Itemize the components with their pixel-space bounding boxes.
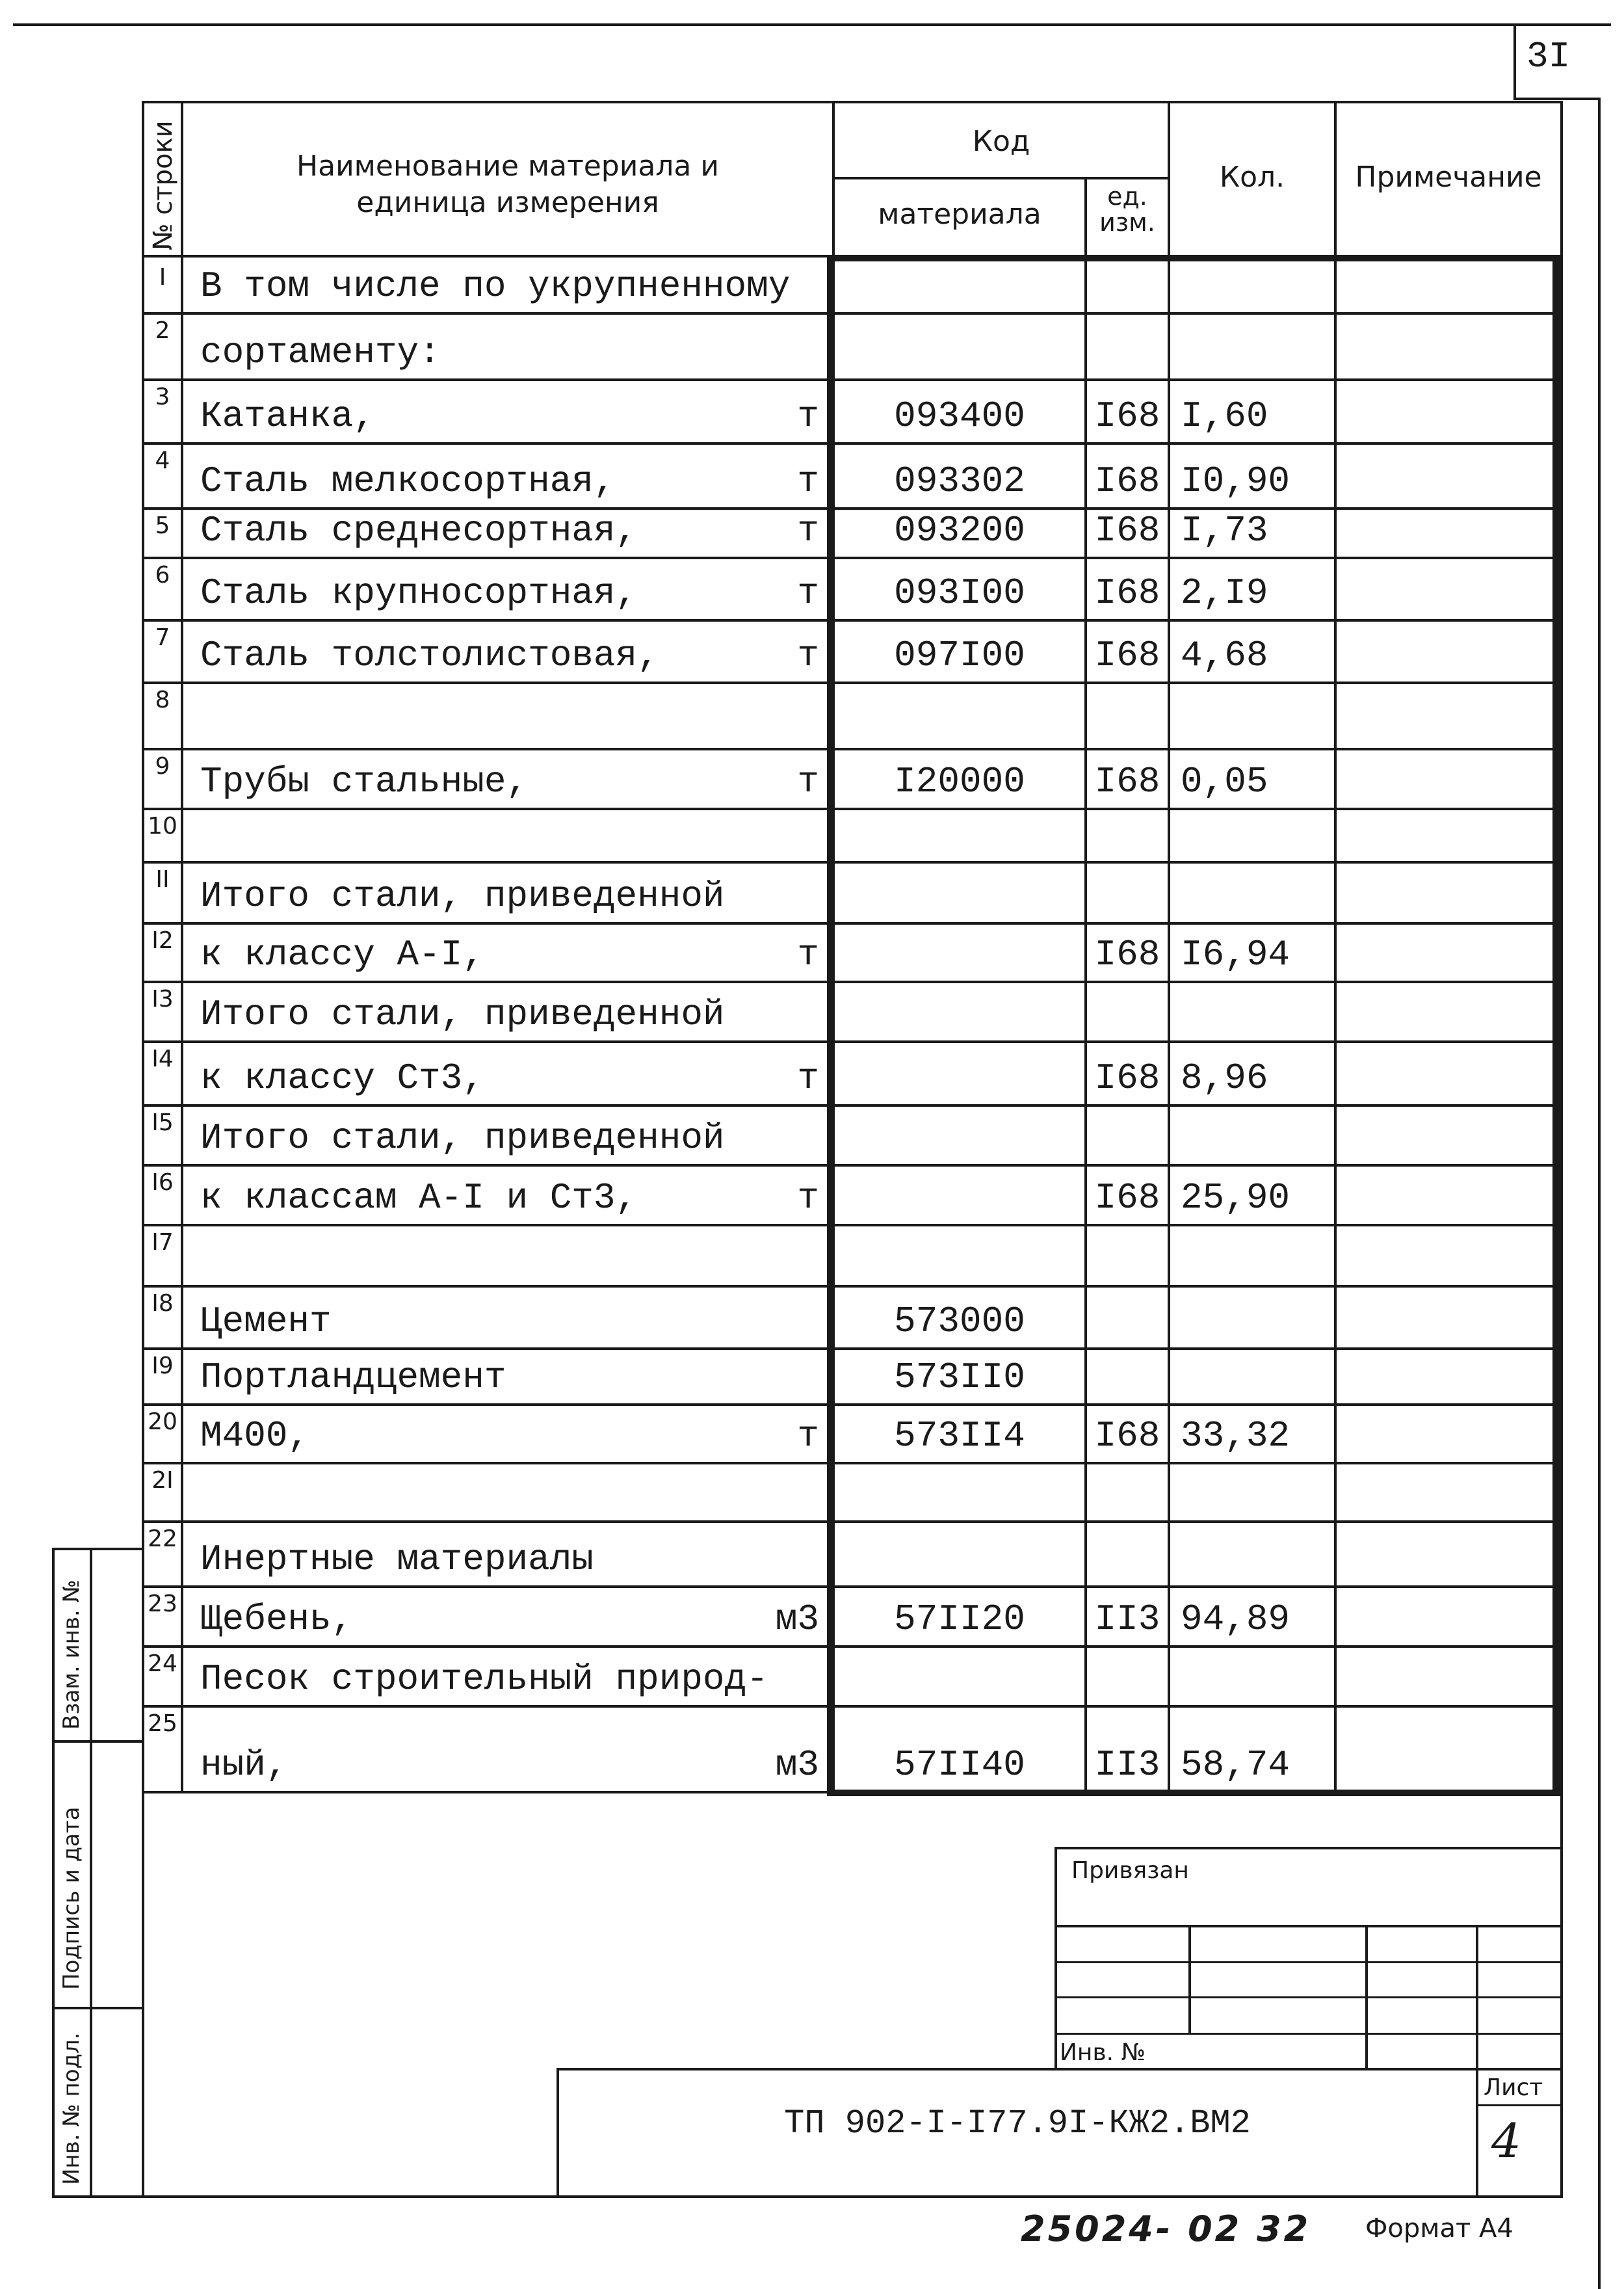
header-code-unit-line2: изм. — [1099, 208, 1155, 237]
row-divider — [142, 861, 1563, 864]
header-code-material: материала — [878, 198, 1041, 231]
footer-handwritten-number: 25024- 02 32 — [1021, 2208, 1311, 2249]
row-material-code: 093302 — [894, 460, 1025, 502]
row-divider — [142, 922, 1563, 925]
row-unit-code: I68 — [1094, 1415, 1160, 1457]
row-quantity: 0,05 — [1181, 761, 1268, 802]
row-number: I9 — [151, 1353, 174, 1379]
row-name: к классу Ст3, — [200, 1057, 484, 1099]
sheet-number-box-left — [1513, 26, 1516, 98]
row-unit: т — [797, 510, 819, 551]
sheet-number-box-bottom — [1513, 98, 1601, 100]
side-label-inv-podl: Инв. № подл. — [59, 2032, 85, 2185]
stamp-line — [1054, 1961, 1560, 1963]
stamp-doc-code: ТП 902-I-I77.9I-КЖ2.ВМ2 — [784, 2104, 1251, 2143]
row-number: I6 — [151, 1169, 174, 1196]
row-quantity: I,60 — [1181, 395, 1268, 437]
row-material-code: 097I00 — [894, 635, 1025, 676]
row-unit-code: I68 — [1094, 1177, 1160, 1219]
row-number: 22 — [148, 1526, 177, 1552]
row-quantity: I0,90 — [1181, 460, 1290, 502]
side-strip-div1 — [52, 1740, 144, 1743]
row-name: Итого стали, приведенной — [200, 875, 725, 917]
bold-frame-top — [827, 255, 1560, 261]
row-name: Трубы стальные, — [200, 761, 529, 802]
row-material-code: 093200 — [894, 510, 1025, 551]
sheet-number: 3I — [1526, 36, 1571, 77]
stamp-line — [1054, 1847, 1057, 2068]
row-material-code: 573000 — [894, 1301, 1025, 1342]
row-name: Итого стали, приведенной — [200, 994, 725, 1035]
row-divider — [142, 1585, 1563, 1588]
side-label-vzam: Взам. инв. № — [59, 1580, 85, 1730]
row-unit: т — [797, 395, 819, 437]
stamp-line — [1054, 1847, 1560, 1849]
side-strip-top — [52, 1548, 144, 1550]
row-unit: т — [797, 635, 819, 676]
row-name: Катанка, — [200, 395, 375, 437]
row-divider — [142, 442, 1563, 445]
column-divider — [1168, 255, 1170, 1792]
top-border — [13, 23, 1611, 26]
stamp-line — [1054, 1925, 1560, 1927]
stamp-line — [1188, 1925, 1191, 2033]
row-unit: т — [797, 460, 819, 502]
row-unit: т — [797, 1415, 819, 1457]
footer-format: Формат А4 — [1365, 2214, 1513, 2243]
row-quantity: 33,32 — [1181, 1415, 1290, 1457]
row-number: I7 — [151, 1229, 174, 1256]
header-qty: Кол. — [1219, 161, 1285, 194]
row-divider — [142, 312, 1563, 315]
row-divider — [142, 1040, 1563, 1043]
row-material-code: 093400 — [894, 395, 1025, 437]
side-strip-div2 — [52, 2007, 144, 2009]
row-divider — [142, 748, 1563, 750]
row-unit-code: I68 — [1094, 510, 1160, 551]
row-unit: м3 — [775, 1598, 819, 1640]
row-unit: т — [797, 1057, 819, 1099]
row-number: 7 — [155, 624, 170, 651]
row-divider — [142, 1224, 1563, 1226]
row-divider — [142, 981, 1563, 983]
stamp-list-number: 4 — [1491, 2113, 1521, 2168]
column-divider — [1334, 255, 1337, 1792]
header-code: Код — [972, 125, 1030, 158]
row-name: Инертные материалы — [200, 1539, 594, 1580]
row-material-code: I20000 — [894, 761, 1025, 802]
stamp-line — [1476, 1925, 1478, 2198]
row-quantity: 4,68 — [1181, 635, 1268, 676]
row-name: Сталь среднесортная, — [200, 510, 638, 551]
row-unit-code: I68 — [1094, 1057, 1160, 1099]
header-name-line2: единица измерения — [356, 186, 659, 219]
row-name: Итого стали, приведенной — [200, 1117, 725, 1159]
row-name: ный, — [200, 1744, 288, 1786]
header-note: Примечание — [1355, 161, 1542, 194]
row-quantity: I,73 — [1181, 510, 1268, 551]
row-number: I3 — [151, 986, 174, 1012]
frame-right — [1560, 101, 1563, 2198]
row-number: 20 — [148, 1409, 177, 1435]
row-name: Сталь мелкосортная, — [200, 460, 616, 502]
row-material-code: 573II4 — [894, 1415, 1025, 1457]
side-label-podpis: Подпись и дата — [59, 1806, 85, 1990]
stamp-line — [1476, 2104, 1563, 2106]
row-number: 24 — [148, 1650, 177, 1677]
row-unit-code: I68 — [1094, 572, 1160, 614]
row-unit-code: I68 — [1094, 395, 1160, 437]
row-unit-code: I68 — [1094, 934, 1160, 975]
row-divider — [142, 808, 1563, 810]
row-quantity: 25,90 — [1181, 1177, 1290, 1219]
row-unit: т — [797, 572, 819, 614]
row-number: I8 — [151, 1290, 174, 1317]
row-quantity: I6,94 — [1181, 934, 1290, 975]
row-name: к классу А-I, — [200, 934, 484, 975]
row-unit: т — [797, 1177, 819, 1219]
row-divider — [142, 1705, 1563, 1708]
frame-top — [142, 101, 1563, 103]
row-number: 10 — [148, 813, 177, 840]
row-name: к классам А-I и Ст3, — [200, 1177, 638, 1219]
header-name-line1: Наименование материала и — [296, 150, 719, 183]
column-divider — [1084, 255, 1087, 1792]
stamp-privyazan: Привязан — [1071, 1857, 1189, 1884]
row-quantity: 2,I9 — [1181, 572, 1268, 614]
row-material-code: 573II0 — [894, 1356, 1025, 1398]
row-divider — [142, 1645, 1563, 1648]
row-name: В том числе по укрупненному — [200, 265, 791, 307]
row-divider — [142, 619, 1563, 622]
row-divider — [142, 1347, 1563, 1350]
row-number: 4 — [155, 447, 170, 474]
header-code-divider — [832, 177, 1168, 179]
stamp-line — [1365, 1925, 1368, 2068]
row-material-code: 57II20 — [894, 1598, 1025, 1640]
row-quantity: 94,89 — [1181, 1598, 1290, 1640]
side-strip-left — [52, 1548, 55, 2198]
row-number: I — [159, 264, 166, 291]
stamp-line — [557, 2068, 1563, 2071]
bold-frame-bottom — [827, 1790, 1560, 1796]
header-row-no: № строки — [148, 120, 178, 250]
row-number: 3 — [155, 384, 170, 410]
row-number: I5 — [151, 1109, 174, 1136]
row-unit-code: II3 — [1094, 1744, 1160, 1786]
right-border — [1598, 98, 1601, 2289]
row-unit-code: II3 — [1094, 1598, 1160, 1640]
frame-left — [142, 101, 144, 2198]
row-number: 6 — [155, 562, 170, 589]
row-quantity: 8,96 — [1181, 1057, 1268, 1099]
header-code-unit-line1: ед. — [1107, 182, 1147, 211]
bold-frame-left — [827, 255, 835, 1796]
row-number: II — [155, 866, 170, 893]
row-number: 25 — [148, 1710, 177, 1737]
stamp-inv-no: Инв. № — [1060, 2039, 1146, 2066]
row-name: Щебень, — [200, 1598, 354, 1640]
row-unit-code: I68 — [1094, 460, 1160, 502]
row-divider — [142, 1520, 1563, 1523]
row-number: 2 — [155, 317, 170, 344]
side-strip-inner — [90, 1548, 92, 2198]
row-number: 5 — [155, 512, 170, 539]
row-material-code: 093I00 — [894, 572, 1025, 614]
row-unit-code: I68 — [1094, 761, 1160, 802]
row-number: 2I — [151, 1467, 174, 1494]
row-divider — [142, 1104, 1563, 1107]
row-number: I4 — [151, 1046, 174, 1072]
frame-bottom — [52, 2195, 1563, 2198]
row-divider — [142, 1285, 1563, 1288]
column-divider — [181, 255, 183, 1792]
row-name: Песок строительный природ- — [200, 1658, 768, 1700]
row-name: Сталь толстолистовая, — [200, 635, 659, 676]
row-divider — [142, 681, 1563, 684]
row-number: I2 — [151, 927, 174, 954]
row-name: Портландцемент — [200, 1356, 506, 1398]
stamp-list-label: Лист — [1484, 2074, 1543, 2101]
row-quantity: 58,74 — [1181, 1744, 1290, 1786]
row-unit: т — [797, 934, 819, 975]
stamp-line — [1054, 1996, 1560, 1998]
row-divider — [142, 557, 1563, 559]
row-material-code: 57II40 — [894, 1744, 1025, 1786]
row-unit: м3 — [775, 1744, 819, 1786]
row-divider — [142, 378, 1563, 381]
row-number: 9 — [155, 753, 170, 780]
row-divider — [142, 1403, 1563, 1406]
row-name: Цемент — [200, 1301, 332, 1342]
row-number: 8 — [155, 687, 170, 713]
row-name: Сталь крупносортная, — [200, 572, 638, 614]
row-name: М400, — [200, 1415, 310, 1457]
row-name: сортаменту: — [200, 332, 441, 373]
row-unit: т — [797, 761, 819, 802]
bold-frame-right — [1552, 255, 1560, 1796]
row-unit-code: I68 — [1094, 635, 1160, 676]
row-divider — [142, 1462, 1563, 1464]
stamp-line — [1054, 2033, 1560, 2035]
row-divider — [142, 1164, 1563, 1167]
row-number: 23 — [148, 1591, 177, 1617]
